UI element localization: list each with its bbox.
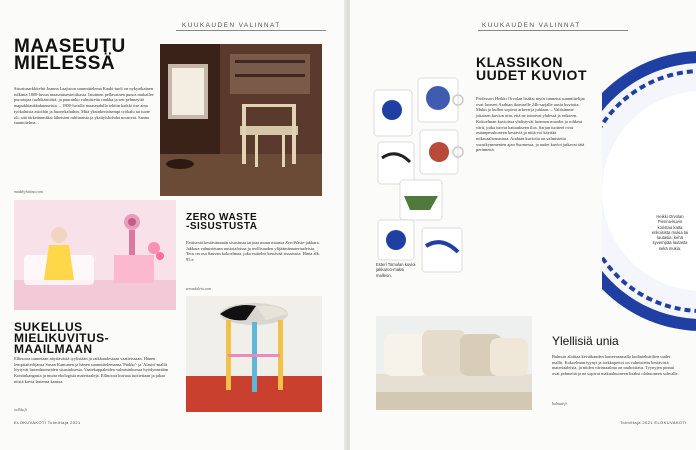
right-article2-credit: balmuir.fi — [552, 402, 567, 406]
pink-room-illustration — [14, 200, 176, 310]
article3-credit: vallila.fi — [14, 408, 27, 412]
article1-title: MAASEUTU MIELESSÄ — [14, 36, 126, 75]
article2-body-text: Eettisestä kestävämmän sisustusta tarjoaa muun muassa ZeroWaste-jakkara. Jakkara valmistetaan uusiotaloissa ja teollisuuden ylijäämämateriaaleista. Teos on osa Sauvan kokoelmaa, joka esittelee kestävää sisustusta. Hinta alk. 95 e. — [186, 240, 320, 263]
chair-room-photo — [160, 44, 322, 196]
mugs-photo — [370, 70, 482, 282]
article2-body — [186, 240, 322, 263]
stool-photo — [186, 296, 322, 412]
right-article2-title: Ylellisiä unia — [552, 334, 619, 348]
article1-credit: moddeyhtiöno.com — [14, 190, 43, 194]
stool-illustration — [186, 296, 322, 412]
right-page — [350, 0, 696, 450]
chair-room-illustration — [160, 44, 322, 196]
right-section-rule — [478, 30, 628, 31]
article1-body-text: Sisustusarkkitehti Joanna Laajiston suunnittelema Kaaki-tuoli on nykyaikainen tulkinta 1800-luvun maaseutuestetiikasta. Istuimen pellavainen punos mukailee puoutojaa tuohikäsitöitä, ja puurunko valmistettu rankka ja sen pehmeyttä mapukkiaukkakunneista. – 1800-luvulla maaseudulla tehtiin kaikki itse aina työkaluista asioihin ja huonekaluihin. Mitä yksinkertaisempi työkalu tai tuote oli, sitä tärkeämmäksi läheisten ruhtinaista ja yksityiskohdat nousivat. Sanna suunnitelma... — [14, 86, 154, 126]
plate-photo — [602, 46, 696, 336]
left-section-rule — [176, 30, 326, 31]
plate-illustration — [602, 46, 696, 336]
left-section-label: KUUKAUDEN VALINNAT — [182, 22, 281, 29]
article3-body-text: Ellinoora tunnetaan näyttävästä tyylistään ja raikkaudestaan vaatteissaan. Hänen lempitaiteilijansa Susan Kamunen ja hänen suunnittelemansa 'Pinkki'- ja 'Alasin'-mallit löytyvät lastenhuoneiden sisustuksesta. Vaatekappaleiden valmistuksessa hyödynnetään Kontinkangasta ja muita ekologisia materiaaleja. Ellinoora kuvaaa tuotteitaan ja jakaa niistä kuvia lastensa kanssa. — [14, 356, 169, 384]
article1-body — [14, 86, 154, 126]
mugs-illustration — [370, 70, 482, 282]
right-article2-body-text: Balmuir aloittaa kevätkauden lanseeraamalla kodintekstiilien uudet mallit. Kokoelman tyynyt ja torkkupeitot on valmistettu kestävistä materiaaleista, ja niiden värimaailma on rauhoittava. Tyynyjen pinnat ovat pehmeitä ja ne sopivat makuuhuoneen lisäksi olohuoneen sohvalle. — [552, 354, 679, 377]
right-article1-body-text: Professori Heikki Orvolan lisäksi myös tunnetut suunnittelijat ovat luoneet Arabian ikoniselle 24h-sarjalle uusia kuvioita. Mukit ja kulhot sopivat arkeen ja juhlaan. – Valitsimme jokaisen kuvion niin, että ne toimivat yhdessä ja erikseen. Kokoelman kuvioissa yhdistyvät luonnon muodot ja rohkeat värit, jotka tuovat kattaukseen iloa. Sarjan tuotteet ovat astianpesukoneen kestäviä ja niitä voi käyttää mikroaaltouunissa. Arabian kuvioita on valmistettu vuosikymmenten ajan Suomessa, ja uudet kuviot jatkavat tätä perinnettä. — [476, 96, 585, 153]
left-page — [0, 0, 346, 450]
article2-title: ZERO WASTE -SISUSTUSTA — [186, 212, 258, 233]
right-article2-body — [552, 354, 682, 377]
right-section-label: KUUKAUDEN VALINNAT — [482, 22, 581, 29]
pillows-photo — [376, 316, 532, 410]
article3-body — [14, 356, 174, 385]
pillows-illustration — [376, 316, 532, 410]
left-footer: ELOKUVAKOTI Toimittaja 2021 — [14, 420, 81, 425]
right-article1-body — [476, 96, 588, 153]
article3-title: SUKELLUS MIELIKUVITUS- MAAILMAAN — [14, 320, 110, 357]
right-footer: Toimittaja 2021 ELOKUVAKOTI — [620, 420, 687, 425]
pink-room-photo — [14, 200, 176, 310]
plate-caption: Heikki Orvolan Pienna-kuvio koristaa katta erikoisista mukia tai lautasia. kehä syvempää lautasta sekä mukia. — [651, 214, 689, 251]
article2-credit: zeroadaletu.com — [186, 287, 212, 291]
mugs-caption: Esteri Tomulan kuvioi jakkaroo-maksi malleon. — [376, 262, 416, 278]
right-article1-title: KLASSIKON UUDET KUVIOT — [476, 54, 587, 83]
